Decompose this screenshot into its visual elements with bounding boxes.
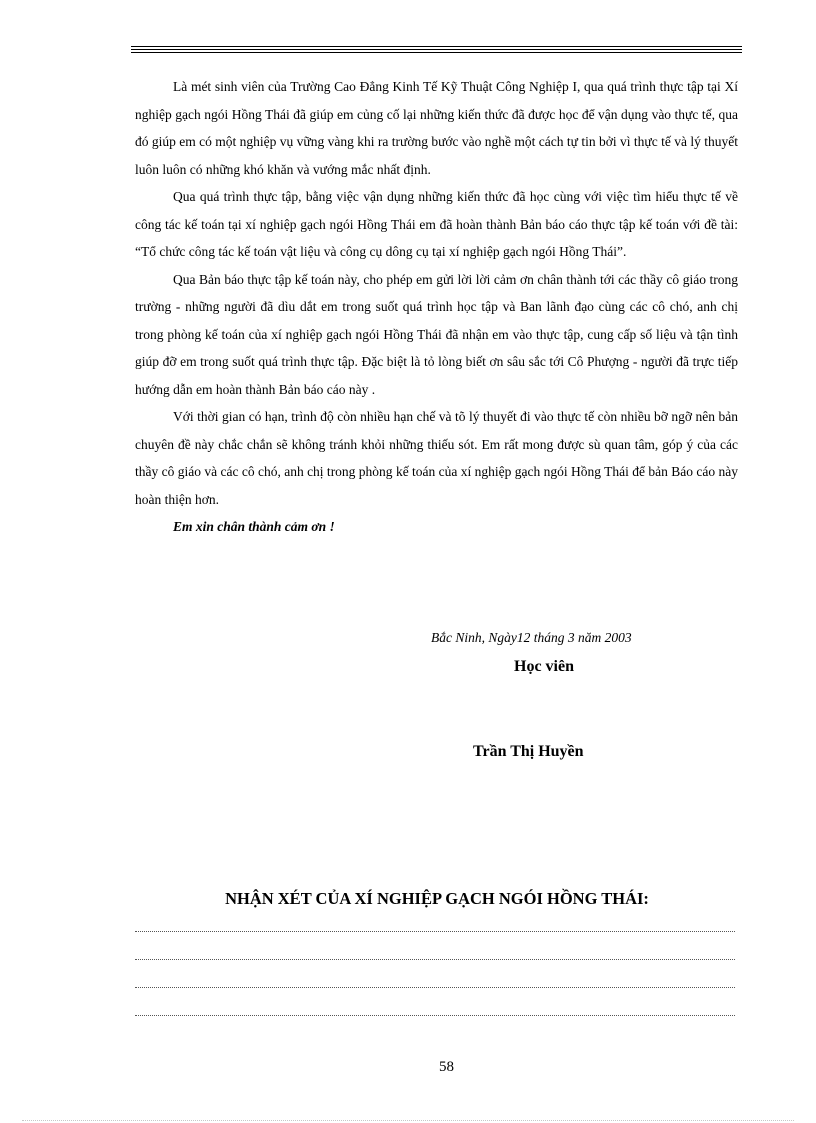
place-date: Bắc Ninh, Ngày12 tháng 3 năm 2003 [431,630,632,645]
review-heading: NHẬN XÉT CỦA XÍ NGHIỆP GẠCH NGÓI HỒNG THÁI: [225,889,649,908]
closing-thanks: Em xin chân thành cảm ơn ! [173,519,335,534]
review-dotted-line [135,987,735,988]
body-text [135,73,738,540]
header-rule-top [131,46,742,47]
header-rule-bottom [131,52,742,53]
header-rule-middle [131,49,742,50]
paragraph-report-topic: Qua quá trình thực tập, bằng việc vận dụng những kiến thức đã học cùng với việc tìm hiểu thực tế về công tác kế toán tại xí nghiệp gạch ngói Hồng Thái em đã hoàn thành Bản báo cáo thực tập kế toán với đề tài: “Tổ chức công tác kế toán vật liệu và công cụ dông cụ tại xí nghiệp gạch ngói Hồng Thái”. [135,189,738,259]
paragraph-thanks: Qua Bản báo thực tập kế toán này, cho phép em gửi lời lời cảm ơn chân thành tới các thầy cô giáo trong trường - những người đã dìu dắt em trong suốt quá trình học tập và Ban lãnh đạo cùng các cô chó, anh chị trong phòng kế toán của xí nghiệp gạch ngói Hồng Thái đã nhận em vào thực tập, cung cấp số liệu và tận tình giúp đỡ em trong suốt quá trình thực tập. Đặc biệt là tỏ lòng biết ơn sâu sắc tới Cô Phượng - người đã trực tiếp hướng dẫn em hoàn thành Bản báo cáo này . [135,271,738,397]
page-number: 58 [439,1059,454,1075]
review-dotted-line [135,959,735,960]
signer-name: Trần Thị Huyền [473,743,584,760]
page-footer-divider [22,1120,794,1121]
review-dotted-line [135,931,735,932]
signer-role: Học viên [514,658,574,675]
review-dotted-line [135,1015,735,1016]
paragraph-limitations: Với thời gian có hạn, trình độ còn nhiều hạn chế và tõ lý thuyết đi vào thực tế còn nhiều bỡ ngỡ nên bản chuyên đề này chắc chắn sẽ không tránh khỏi những thiếu sót. Em rất mong được sù quan tâm, góp ý của các thầy cô giáo và các cô chó, anh chị trong phòng kế toán của xí nghiệp gạch ngói Hồng Thái để bản Báo cáo này hoàn thiện hơn. [135,409,738,507]
paragraph-intro: Là mét sinh viên của Trường Cao Đẳng Kinh Tế Kỹ Thuật Công Nghiệp I, qua quá trình thực tập tại Xí nghiệp gạch ngói Hồng Thái đã giúp em củng cố lại những kiến thức đã được học để vận dụng vào thực tế, qua đó giúp em có một nghiệp vụ vững vàng khi ra trường bước vào nghề một cách tự tin bởi vì thực tế và lý thuyết luôn luôn có những khó khăn và vướng mắc nhất định. [135,79,738,177]
